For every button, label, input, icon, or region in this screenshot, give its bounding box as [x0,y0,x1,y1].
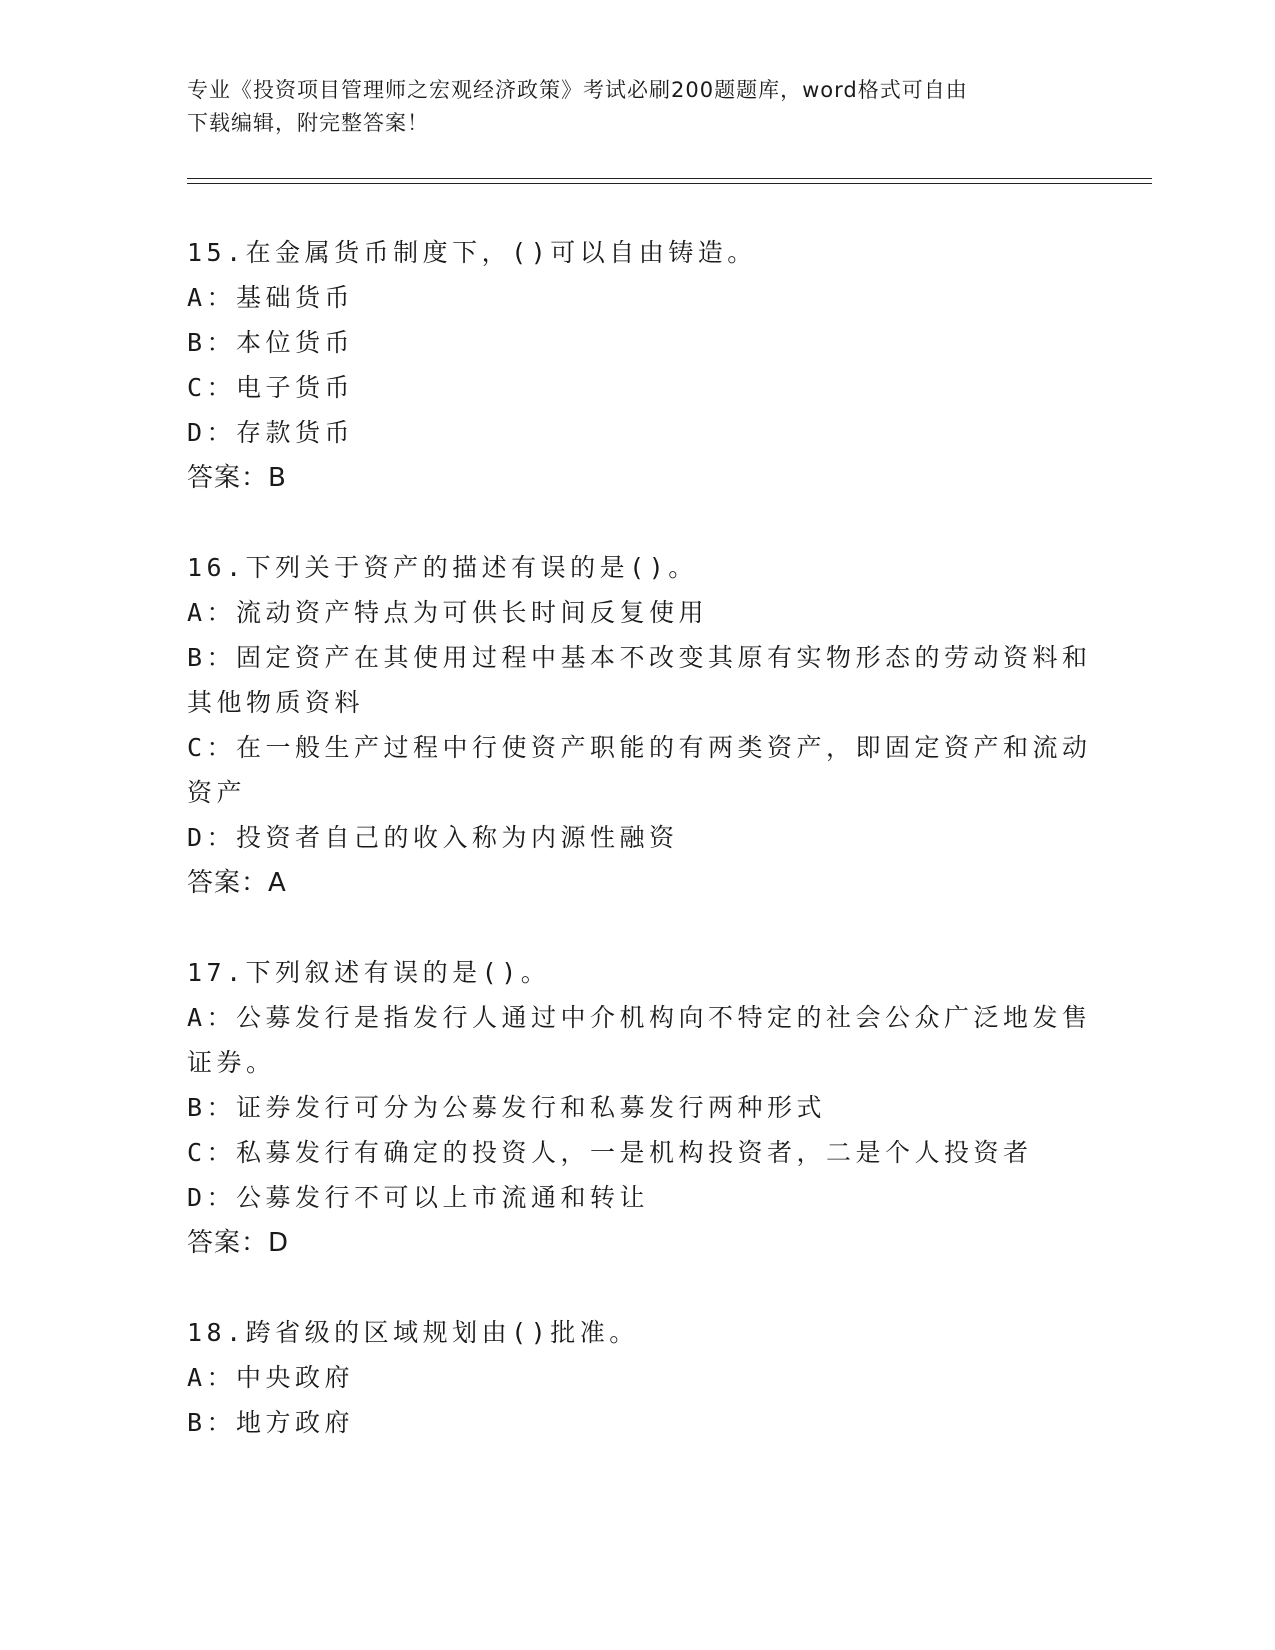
answer-label: 答案：D [187,1228,290,1258]
option-b: B：固定资产在其使用过程中基本不改变其原有实物形态的劳动资料和 [187,643,1092,672]
header-rule-top [187,178,1152,179]
header-line-1: 专业《投资项目管理师之宏观经济政策》考试必刷200题题库，word格式可自由 [187,78,968,102]
option-b: B：本位货币 [187,328,355,357]
option-d: D：公募发行不可以上市流通和转让 [187,1183,650,1212]
option-d: D：投资者自己的收入称为内源性融资 [187,823,679,852]
option-c-continued: 资产 [187,778,247,807]
question-stem: 17.下列叙述有误的是()。 [187,958,551,987]
option-a: A：公募发行是指发行人通过中介机构向不特定的社会公众广泛地发售 [187,1003,1092,1032]
question-stem: 15.在金属货币制度下，()可以自由铸造。 [187,238,757,267]
answer-label: 答案：B [187,463,287,493]
option-d: D：存款货币 [187,418,355,447]
question-stem: 18.跨省级的区域规划由()批准。 [187,1318,639,1347]
option-a-continued: 证券。 [187,1048,276,1077]
question-stem: 16.下列关于资产的描述有误的是()。 [187,553,698,582]
option-b-continued: 其他物质资料 [187,688,365,717]
option-b: B：地方政府 [187,1408,355,1437]
header-rule-bottom [187,183,1152,184]
option-c: C：在一般生产过程中行使资产职能的有两类资产，即固定资产和流动 [187,733,1092,762]
option-b: B：证券发行可分为公募发行和私募发行两种形式 [187,1093,827,1122]
document-header [187,74,1067,140]
answer-label: 答案：A [187,868,287,898]
option-a: A：基础货币 [187,283,355,312]
header-line-2: 下载编辑，附完整答案！ [187,111,429,135]
option-c: C：私募发行有确定的投资人，一是机构投资者，二是个人投资者 [187,1138,1033,1167]
option-a: A：中央政府 [187,1363,355,1392]
option-c: C：电子货币 [187,373,355,402]
option-a: A：流动资产特点为可供长时间反复使用 [187,598,709,627]
